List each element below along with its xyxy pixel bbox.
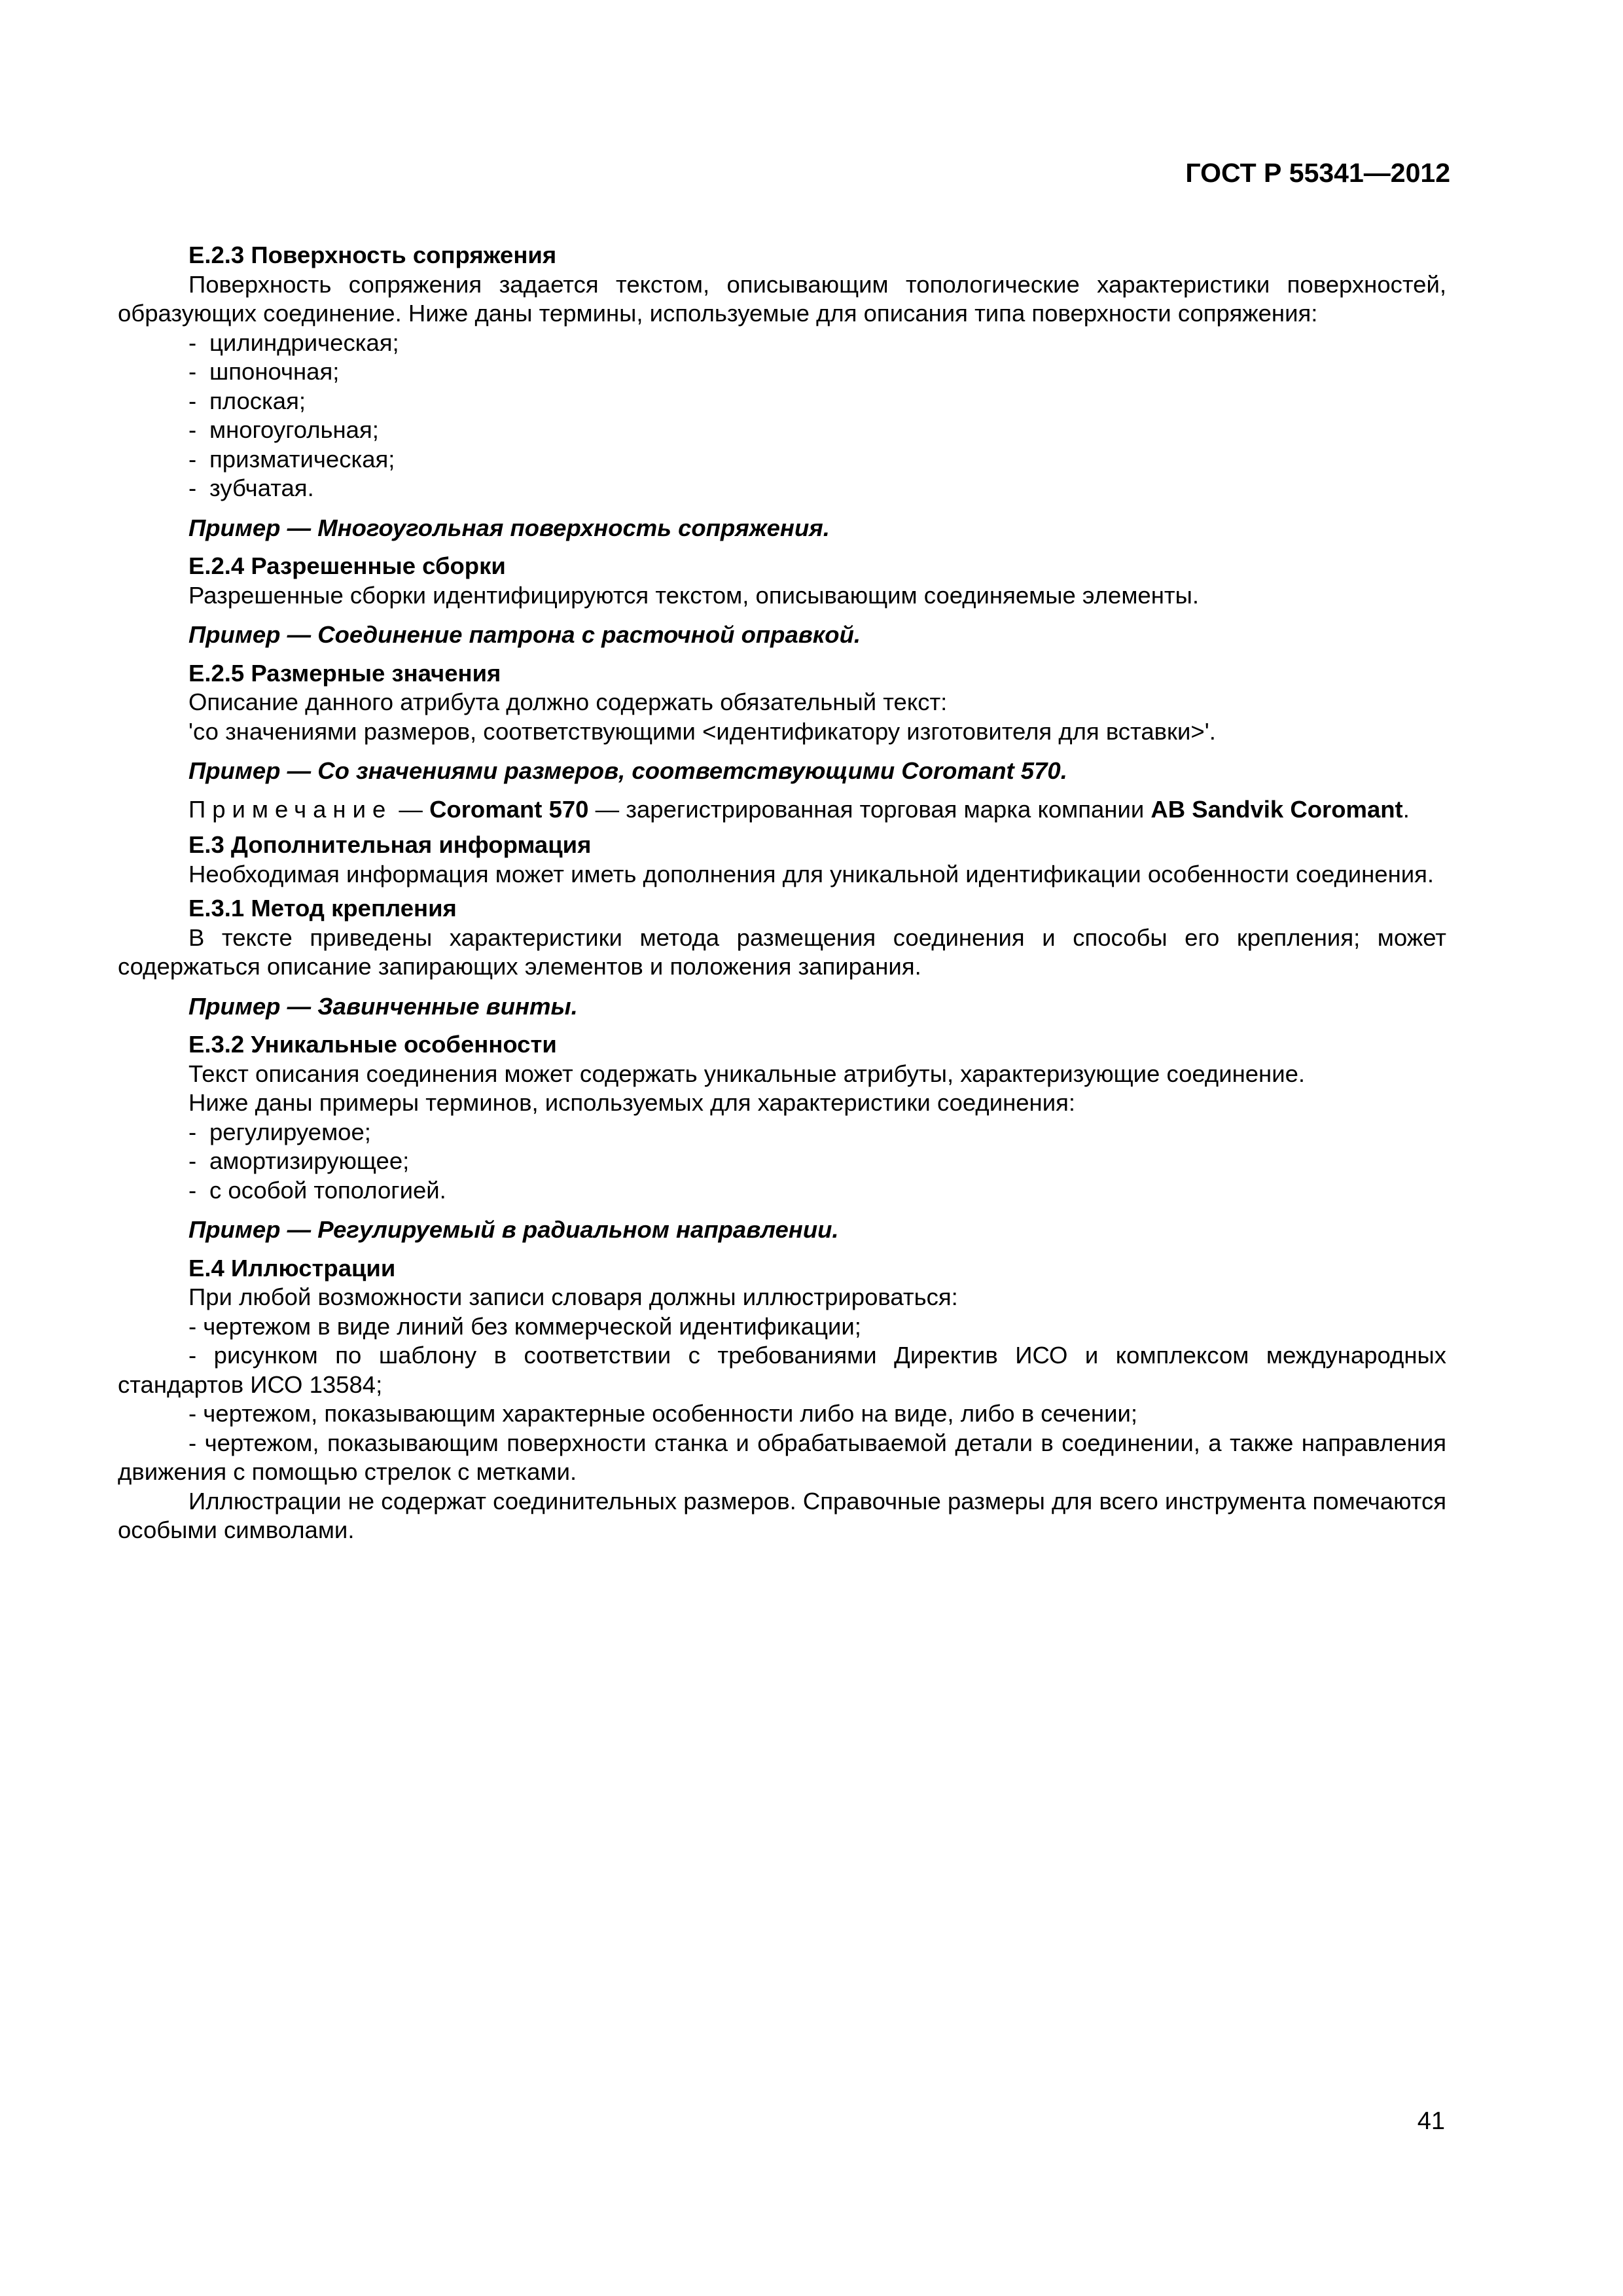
example-e24: Пример — Соединение патрона с расточной оправкой.	[188, 621, 861, 648]
section-heading-e32: Е.3.2 Уникальные особенности	[188, 1031, 557, 1058]
document-body	[118, 236, 1446, 1545]
list-item: - призматическая;	[188, 445, 395, 473]
list-item: - рисунком по шаблону в соответствии с требованиями Директив ИСО и комплексом международных стандартов ИСО 13584;	[118, 1342, 1446, 1398]
paragraph-e4-closing: Иллюстрации не содержат соединительных размеров. Справочные размеры для всего инструмента помечаются особыми символами.	[118, 1487, 1446, 1543]
section-heading-e24: Е.2.4 Разрешенные сборки	[188, 552, 506, 579]
example-e23: Пример — Многоугольная поверхность сопряжения.	[188, 514, 830, 541]
list-item: - зубчатая.	[188, 475, 314, 501]
section-heading-e25: Е.2.5 Размерные значения	[188, 659, 501, 687]
list-item: - плоская;	[188, 387, 306, 414]
note-term: Coromant 570	[429, 795, 589, 823]
section-heading-e4: Е.4 Иллюстрации	[188, 1254, 396, 1282]
paragraph-e23: Поверхность сопряжения задается текстом, описывающим топологические характеристики поверхностей, образующих соединение. Ниже даны термины, используемые для описания типа поверхности сопряжения:	[118, 270, 1446, 327]
note-company: AB Sandvik Coromant	[1150, 795, 1403, 823]
section-heading-e3: Е.3 Дополнительная информация	[188, 831, 592, 858]
paragraph-e32-1: Текст описания соединения может содержать уникальные атрибуты, характеризующие соединение.	[188, 1060, 1306, 1087]
paragraph-e25-2: 'со значениями размеров, соответствующими <идентификатору изготовителя для вставки>'.	[188, 717, 1216, 745]
page-number: 41	[1417, 2108, 1445, 2135]
paragraph-e32-2: Ниже даны примеры терминов, используемых для характеристики соединения:	[188, 1089, 1075, 1116]
list-item: - цилиндрическая;	[188, 329, 399, 356]
example-e31: Пример — Завинченные винты.	[188, 992, 578, 1020]
paragraph-e25-1: Описание данного атрибута должно содержать обязательный текст:	[188, 689, 948, 715]
list-item: - многоугольная;	[188, 416, 379, 443]
list-e32	[118, 1118, 1446, 1206]
paragraph-e31: В тексте приведены характеристики метода размещения соединения и способы его крепления; может содержаться описание запирающих элементов и положения запирания.	[118, 924, 1446, 980]
example-e32: Пример — Регулируемый в радиальном направлении.	[188, 1216, 839, 1243]
section-heading-e23: Е.2.3 Поверхность сопряжения	[188, 242, 557, 268]
list-item: - чертежом, показывающим поверхности станка и обрабатываемой детали в соединении, а также направления движения с помощью стрелок с метками.	[118, 1429, 1446, 1485]
note-e25: Примечание — Coromant 570 — зарегистрированная торговая марка компании AB Sandvik Coromant.	[188, 795, 1410, 823]
note-label: Примечание	[188, 795, 393, 823]
list-item: - регулируемое;	[188, 1118, 371, 1145]
document-id-header: ГОСТ Р 55341—2012	[1185, 158, 1450, 188]
paragraph-e4: При любой возможности записи словаря должны иллюстрироваться:	[188, 1283, 958, 1310]
list-item: - чертежом, показывающим характерные особенности либо на виде, либо в сечении;	[188, 1400, 1138, 1427]
example-e25: Пример — Со значениями размеров, соответствующими Coromant 570.	[188, 757, 1067, 784]
list-item: - с особой топологией.	[188, 1176, 446, 1204]
list-item: - чертежом в виде линий без коммерческой идентификации;	[188, 1312, 861, 1340]
section-heading-e31: Е.3.1 Метод крепления	[188, 895, 457, 922]
list-e23	[118, 329, 1446, 503]
list-item: - шпоночная;	[188, 358, 340, 385]
list-item: - амортизирующее;	[188, 1147, 410, 1174]
paragraph-e24: Разрешенные сборки идентифицируются текстом, описывающим соединяемые элементы.	[188, 581, 1199, 609]
paragraph-e3: Необходимая информация может иметь дополнения для уникальной идентификации особенности соединения.	[188, 860, 1435, 888]
